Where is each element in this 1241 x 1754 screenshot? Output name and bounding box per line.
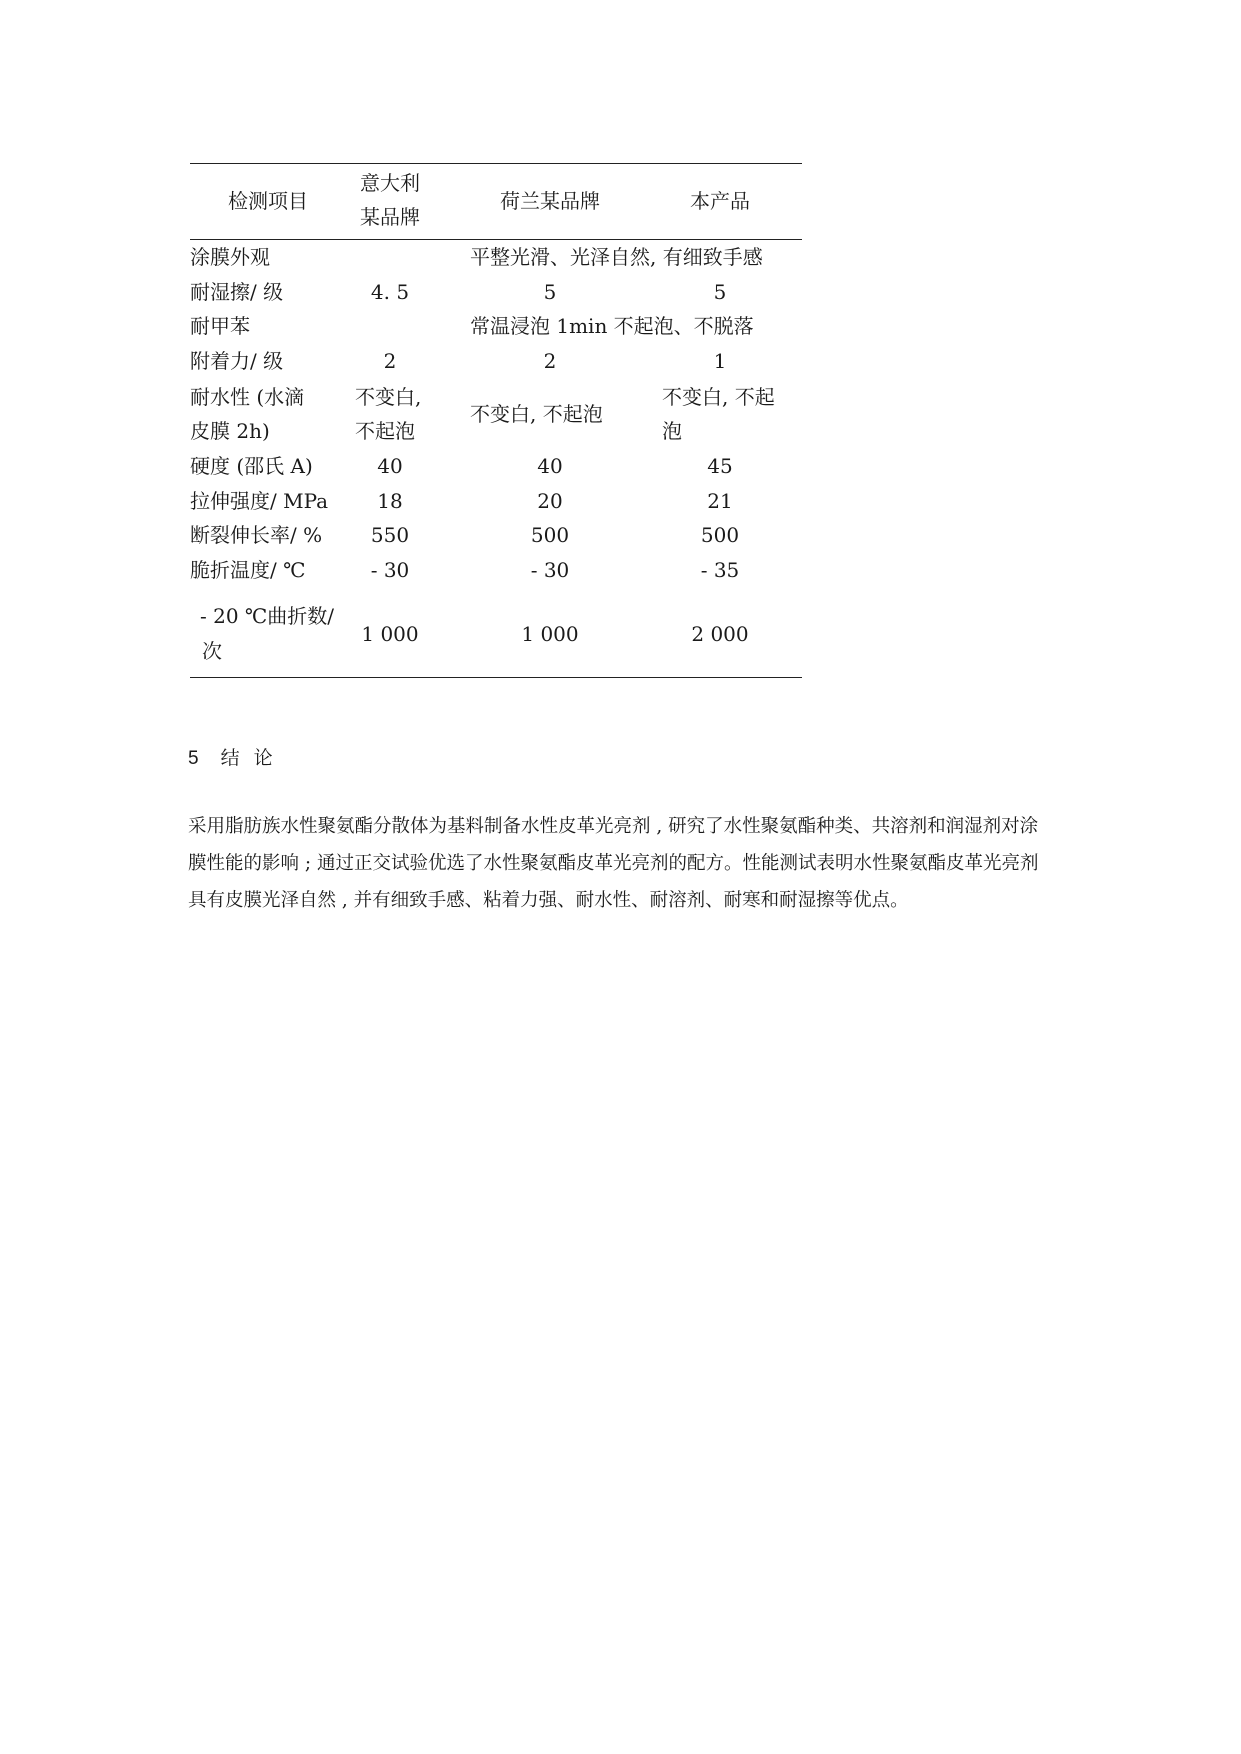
cell-col-b: 不变白, 不起泡 — [470, 402, 603, 426]
cell-col-a: 1 000 — [361, 622, 419, 646]
paragraph-line: 采用脂肪族水性聚氨酯分散体为基料制备水性皮革光亮剂 , 研究了水性聚氨酯种类、共溶剂和润湿剂对涂 — [188, 816, 1039, 837]
cell-item-line2: 次 — [202, 639, 222, 663]
cell-col-c: 45 — [707, 454, 733, 478]
cell-item: 涂膜外观 — [190, 245, 270, 269]
cell-item: 耐湿擦/ 级 — [190, 279, 284, 304]
cell-item: 断裂伸长率/ % — [190, 523, 323, 547]
cell-col-a: 550 — [370, 523, 410, 547]
table-row — [190, 553, 802, 588]
table-row — [190, 484, 802, 519]
header-col-a-line2: 某品牌 — [360, 205, 420, 229]
cell-col-b: 500 — [530, 523, 570, 547]
cell-col-c: 21 — [707, 488, 733, 513]
cell-item-line1: 耐水性 (水滴 — [190, 385, 305, 409]
conclusion-paragraph — [188, 808, 1058, 919]
header-item: 检测项目 — [228, 189, 308, 213]
cell-col-b: 20 — [537, 488, 563, 513]
cell-item: 耐甲苯 — [190, 314, 250, 338]
cell-span: 平整光滑、光泽自然, 有细致手感 — [470, 245, 763, 269]
cell-col-c: 500 — [700, 523, 740, 547]
table-row — [190, 275, 802, 310]
section-title: 结论 — [220, 747, 287, 769]
cell-item-line2: 皮膜 2h) — [190, 419, 270, 443]
cell-col-a: 40 — [377, 454, 403, 478]
cell-item: 拉伸强度/ MPa — [190, 488, 329, 513]
cell-col-a-line1: 不变白, — [355, 385, 422, 409]
cell-item-line1: - 20 ℃曲折数/ — [200, 604, 335, 628]
paragraph-line: 膜性能的影响 ; 通过正交试验优选了水性聚氨酯皮革光亮剂的配方。性能测试表明水性聚氨酯皮革光亮剂 — [188, 853, 1039, 874]
cell-col-b: - 30 — [530, 557, 570, 582]
cell-item: 附着力/ 级 — [190, 348, 284, 373]
cell-col-a: 4. 5 — [370, 279, 410, 304]
section-heading — [188, 743, 287, 774]
cell-col-c: 2 000 — [691, 622, 749, 646]
cell-col-a-line2: 不起泡 — [355, 419, 415, 443]
table-row — [190, 309, 802, 344]
header-col-b: 荷兰某品牌 — [500, 189, 600, 213]
cell-col-b: 5 — [543, 279, 557, 304]
cell-col-c-line2: 泡 — [662, 419, 682, 443]
section-number: 5 — [188, 748, 199, 769]
header-col-a-line1: 意大利 — [360, 171, 420, 195]
cell-col-c: 5 — [713, 279, 727, 304]
paragraph-line: 具有皮膜光泽自然 , 并有细致手感、粘着力强、耐水性、耐溶剂、耐寒和耐湿擦等优点。 — [188, 890, 909, 911]
cell-col-b: 1 000 — [521, 622, 579, 646]
table-row — [190, 449, 802, 484]
header-col-c: 本产品 — [690, 189, 750, 213]
cell-span: 常温浸泡 1min 不起泡、不脱落 — [470, 314, 754, 338]
table-row — [190, 587, 802, 677]
cell-col-b: 40 — [537, 454, 563, 478]
cell-col-a: - 30 — [370, 557, 410, 582]
cell-item: 硬度 (邵氏 A) — [190, 454, 313, 478]
cell-col-c-line1: 不变白, 不起 — [662, 385, 775, 409]
table-header-row — [190, 164, 802, 239]
comparison-table — [190, 163, 802, 678]
cell-col-a: 2 — [383, 348, 397, 373]
cell-col-a: 18 — [377, 488, 403, 513]
table-row — [190, 378, 802, 449]
cell-col-c: - 35 — [700, 557, 740, 582]
table-row — [190, 240, 802, 275]
cell-col-b: 2 — [543, 348, 557, 373]
table-row — [190, 518, 802, 553]
table-bottom-rule — [190, 677, 802, 678]
table-row — [190, 344, 802, 379]
cell-item: 脆折温度/ ℃ — [190, 557, 306, 582]
cell-col-c: 1 — [713, 348, 727, 373]
